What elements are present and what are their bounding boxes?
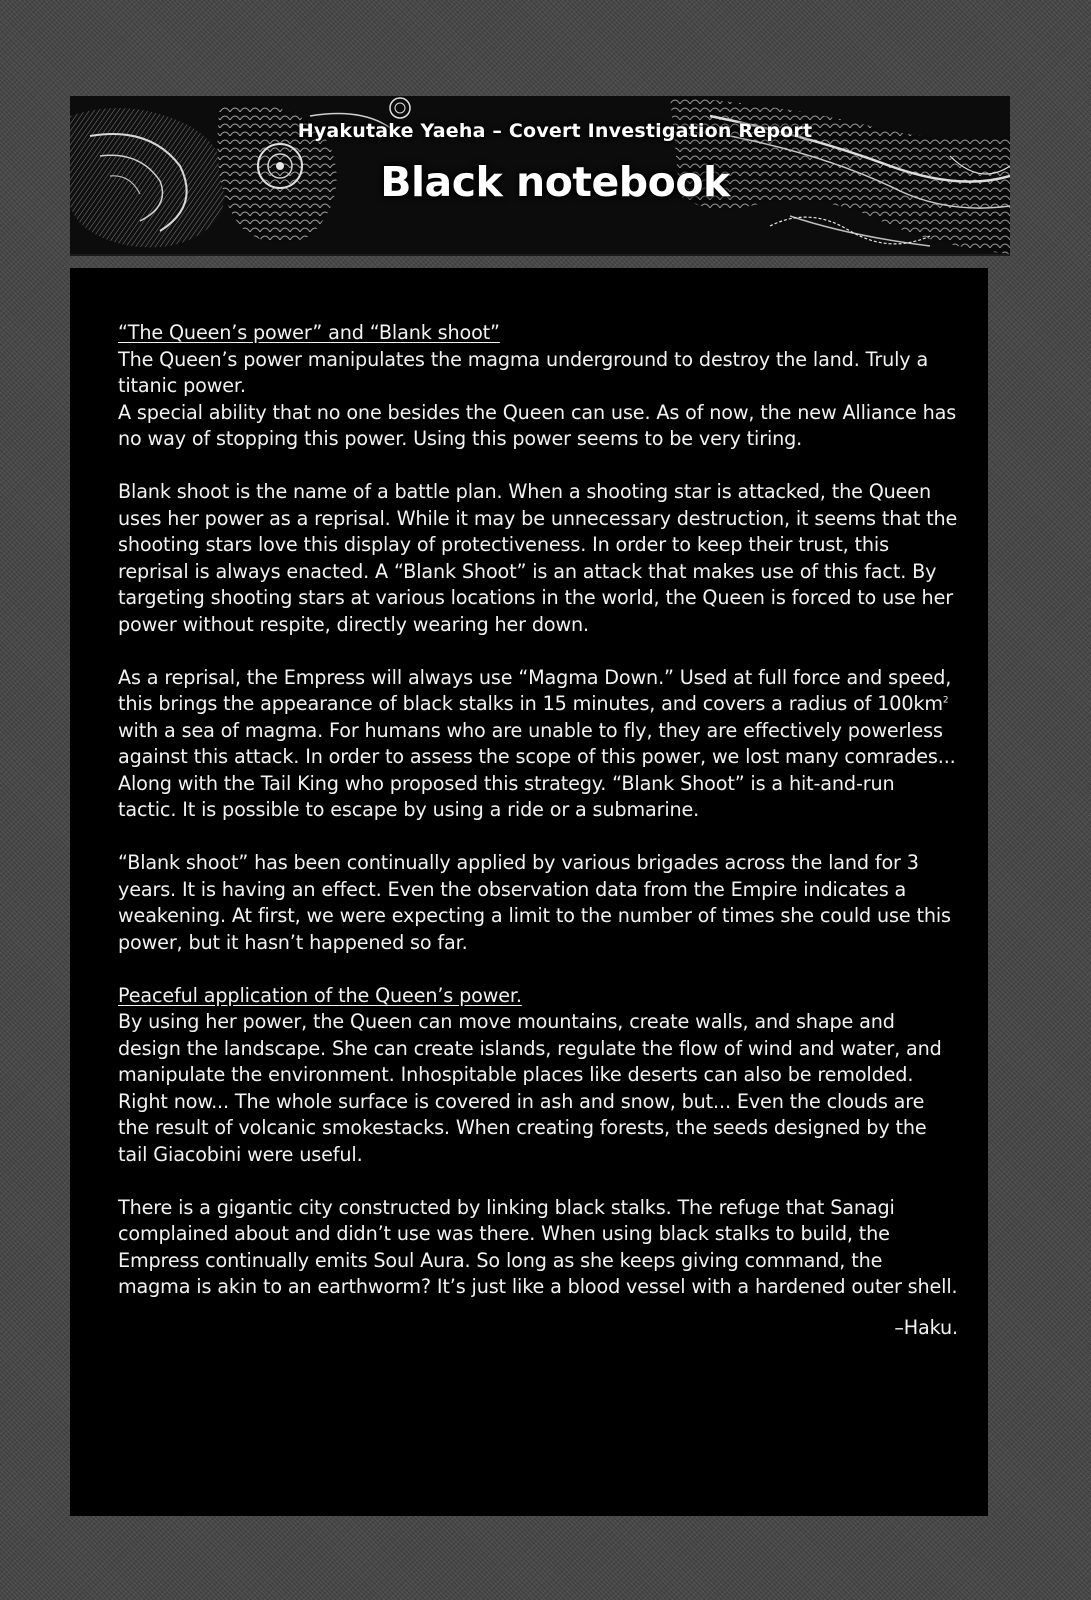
section-heading: “The Queen’s power” and “Blank shoot” xyxy=(118,321,500,344)
paragraph: There is a gigantic city constructed by linking black stalks. The refuge that Sanagi complained about and didn’t use was there. When using black stalks to build, the Empress continually emits Soul Aura. So long as she keeps giving command, the magma is akin to an earthworm? It’s just like a blood vessel with a hardened outer shell. xyxy=(118,1195,958,1298)
report-subtitle: Hyakutake Yaeha – Covert Investigation Report xyxy=(297,120,813,142)
section-peaceful-application xyxy=(118,983,958,1301)
paragraph: The Queen’s power manipulates the magma underground to destroy the land. Truly a titanic power. xyxy=(118,347,929,397)
section-heading: Peaceful application of the Queen’s power. xyxy=(118,983,522,1007)
paragraph: By using her power, the Queen can move mountains, create walls, and shape and design the landscape. She can create islands, regulate the flow of wind and water, and manipulate the environment. Inhospitable places like deserts can also be remolded. Right now... The whole surface is covered in ash and snow, but... Even the clouds are the result of volcanic smokestacks. When creating forests, the seeds designed by the tail Giacobini were useful. xyxy=(118,1010,942,1166)
notebook-panel xyxy=(70,268,988,1516)
section-queens-power xyxy=(118,320,958,956)
paragraph: A special ability that no one besides the Queen can use. As of now, the new Alliance has no way of stopping this power. Using this power seems to be very tiring. xyxy=(118,400,957,450)
header-banner xyxy=(70,96,1010,256)
paragraph: As a reprisal, the Empress will always use “Magma Down.” Used at full force and speed, this brings the appearance of black stalks in 15 minutes, and covers a radius of $100km^2$ with a sea of magma. For humans who are unable to fly, they are effectively powerless against this attack. In order to assess the scope of this power, we lost many comrades... Along with the Tail King who proposed this strategy. “Blank Shoot” is a hit-and-run tactic. It is possible to escape by using a ride or a submarine. xyxy=(118,665,956,821)
notebook-body xyxy=(118,320,958,1368)
signature: –Haku. xyxy=(894,1315,958,1339)
paragraph: Blank shoot is the name of a battle plan. When a shooting star is attacked, the Queen uses her power as a reprisal. While it may be unnecessary destruction, it seems that the shooting stars love this display of protectiveness. In order to keep their trust, this reprisal is always enacted. A “Blank Shoot” is an attack that makes use of this fact. By targeting shooting stars at various locations in the world, the Queen is forced to use her power without respite, directly wearing her down. xyxy=(118,480,958,636)
superscript: 2 xyxy=(942,695,949,706)
page-title: Black notebook xyxy=(380,158,730,206)
paragraph: “Blank shoot” has been continually applied by various brigades across the land for 3 years. It is having an effect. Even the observation data from the Empire indicates a weakening. At first, we were expecting a limit to the number of times she could use this power, but it hasn’t happened so far. xyxy=(118,851,951,954)
